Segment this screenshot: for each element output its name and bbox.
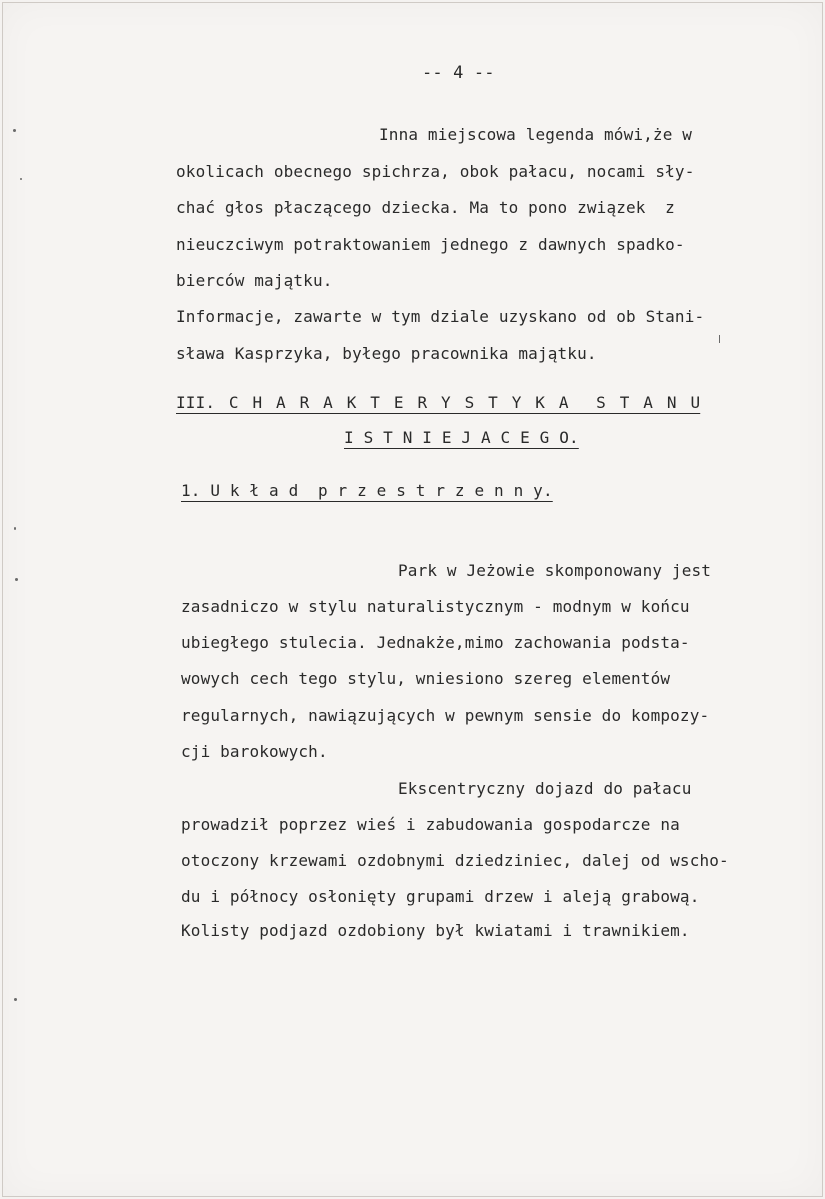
paragraph1-line-7: sława Kasprzyka, byłego pracownika majątku. (176, 344, 597, 363)
page-number: -- 4 -- (422, 63, 495, 83)
section-heading-line-2: I S T N I E J A C E G O. (344, 428, 579, 447)
section-heading-line-1: III. C H A R A K T E R Y S T Y K A S T A N U (176, 393, 701, 412)
paragraph2-line-6: cji barokowych. (181, 742, 328, 761)
paragraph1-line-2: okolicach obecnego spichrza, obok pałacu, nocami sły- (176, 162, 695, 181)
document-page (2, 2, 823, 1197)
paragraph1-line-6: Informacje, zawarte w tym dziale uzyskano od ob Stani- (176, 307, 705, 326)
paragraph2-line-4: wowych cech tego stylu, wniesiono szereg elementów (181, 669, 671, 688)
scan-speck (14, 998, 17, 1001)
paragraph1-line-3: chać głos płaczącego dziecka. Ma to pono związek z (176, 198, 675, 217)
scan-speck (15, 578, 18, 581)
scan-speck (14, 527, 16, 530)
paragraph1-line-5: bierców majątku. (176, 271, 333, 290)
paragraph2-line-1: Park w Jeżowie skomponowany jest (398, 561, 712, 580)
paragraph2-line-7: Ekscentryczny dojazd do pałacu (398, 779, 692, 798)
paragraph2-line-10: du i północy osłonięty grupami drzew i aleją grabową. (181, 887, 700, 906)
paragraph1-line-1: Inna miejscowa legenda mówi,że w (379, 125, 693, 144)
paragraph2-line-3: ubiegłego stulecia. Jednakże,mimo zachowania podsta- (181, 633, 690, 652)
paragraph2-line-5: regularnych, nawiązujących w pewnym sensie do kompozy- (181, 706, 710, 725)
paragraph2-line-9: otoczony krzewami ozdobnymi dziedziniec, dalej od wscho- (181, 851, 729, 870)
scan-speck (13, 129, 16, 132)
section-subheading: 1. U k ł a d p r z e s t r z e n n y. (181, 481, 553, 500)
scan-speck (20, 178, 22, 180)
paragraph2-line-11: Kolisty podjazd ozdobiony był kwiatami i trawnikiem. (181, 921, 690, 940)
scan-speck (719, 335, 720, 343)
paragraph2-line-8: prowadził poprzez wieś i zabudowania gospodarcze na (181, 815, 680, 834)
paragraph2-line-2: zasadniczo w stylu naturalistycznym - modnym w końcu (181, 597, 690, 616)
paragraph1-line-4: nieuczciwym potraktowaniem jednego z dawnych spadko- (176, 235, 685, 254)
